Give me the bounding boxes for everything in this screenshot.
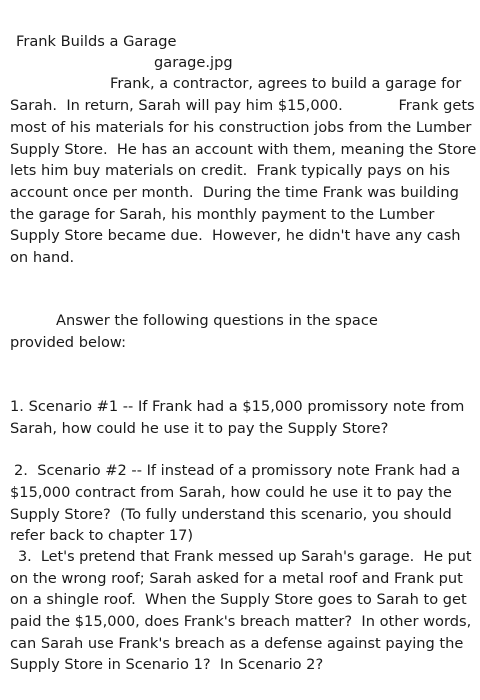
paragraph-line: Frank, a contractor, agrees to build a garage for [110, 75, 462, 92]
paragraph-line: Supply Store in Scenario 1? In Scenario 2? [10, 656, 324, 673]
paragraph-line: can Sarah use Frank's breach as a defense against paying the [10, 635, 464, 652]
paragraph-line: 3. Let's pretend that Frank messed up Sarah's garage. He put [18, 549, 472, 565]
paragraph-line: 1. Scenario #1 -- If Frank had a $15,000 promissory note from [10, 398, 465, 415]
paragraph-line: lets him buy materials on credit. Frank typically pays on his [10, 162, 451, 179]
paragraph-line: paid the $15,000, does Frank's breach matter? In other words, [10, 613, 472, 630]
paragraph-line: Supply Store. He has an account with them, meaning the Store [10, 141, 477, 158]
paragraph-line: most of his materials for his construction jobs from the Lumber [10, 119, 472, 136]
paragraph-line: 2. Scenario #2 -- If instead of a promissory note Frank had a [14, 462, 461, 479]
paragraph-line: account once per month. During the time Frank was building [10, 184, 459, 201]
document-title: Frank Builds a Garage [16, 33, 177, 50]
paragraph-line: Sarah, how could he use it to pay the Supply Store? [10, 420, 389, 437]
paragraph-line: Sarah. In return, Sarah will pay him $15,000. Frank gets [10, 97, 475, 114]
image-caption: garage.jpg [154, 54, 233, 71]
paragraph-line: $15,000 contract from Sarah, how could he use it to pay the [10, 484, 452, 501]
paragraph-line: Supply Store became due. However, he didn't have any cash [10, 227, 461, 244]
paragraph-line: the garage for Sarah, his monthly payment to the Lumber [10, 206, 435, 223]
paragraph-line: on the wrong roof; Sarah asked for a metal roof and Frank put [10, 570, 463, 587]
paragraph-line: Supply Store? (To fully understand this scenario, you should [10, 506, 452, 523]
paragraph-line: provided below: [10, 334, 126, 351]
paragraph-line: on hand. [10, 249, 75, 266]
paragraph-line: refer back to chapter 17) [10, 527, 194, 544]
paragraph-line: on a shingle roof. When the Supply Store goes to Sarah to get [10, 591, 467, 608]
paragraph-line: Answer the following questions in the space [56, 312, 378, 329]
